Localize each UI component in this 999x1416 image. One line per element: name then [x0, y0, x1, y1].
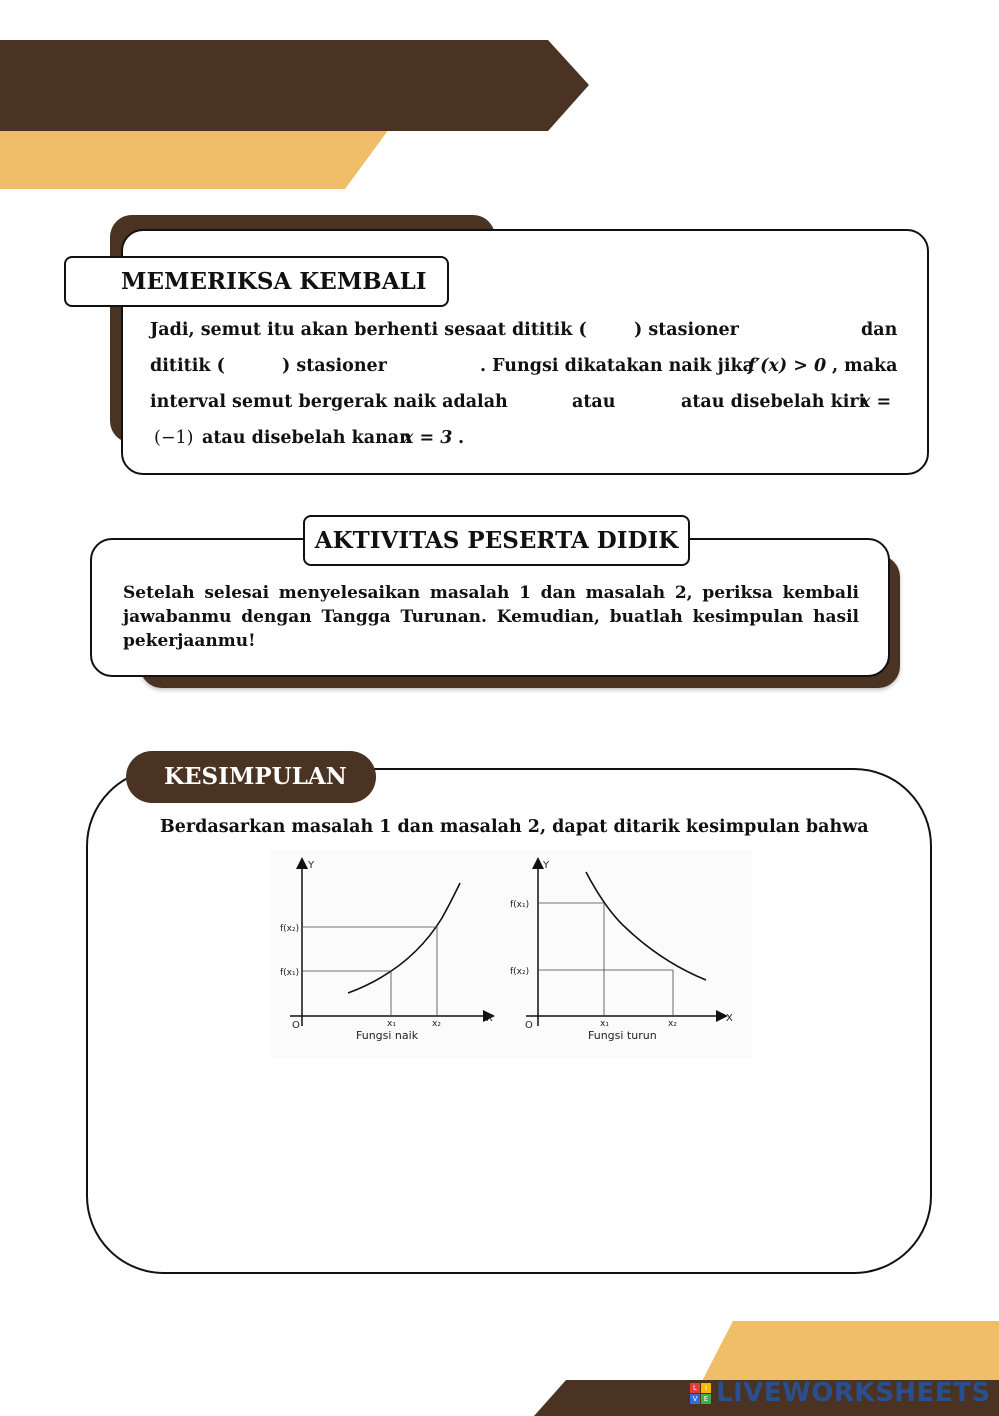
graph-naik-xtick-x2: x₂	[432, 1019, 441, 1029]
graph-naik-caption: Fungsi naik	[356, 1029, 419, 1042]
memeriksa-fprime: f′(x) > 0	[748, 356, 827, 376]
header-gold-stripe	[0, 125, 392, 189]
logo-block: L	[690, 1383, 700, 1393]
kesimpulan-text: Berdasarkan masalah 1 dan masalah 2, dapat ditarik kesimpulan bahwa	[160, 817, 869, 837]
logo-blocks	[690, 1383, 711, 1404]
graph-turun-ytick-fx1: f(x₁)	[510, 900, 530, 910]
graph-naik-ytick-fx2: f(x₂)	[280, 924, 300, 934]
graph-turun-xtick-x2: x₂	[668, 1019, 677, 1029]
memeriksa-line2-a: dititik (	[150, 356, 225, 376]
memeriksa-line3-b: atau	[572, 392, 616, 412]
graph-turun-y-label: Y	[543, 860, 550, 871]
memeriksa-neg1: (−1)	[154, 428, 194, 448]
memeriksa-title: MEMERIKSA KEMBALI	[64, 256, 449, 307]
memeriksa-x-eq: x =	[860, 392, 892, 412]
graph-naik-y-label: Y	[308, 860, 315, 871]
header-brown-arrow	[0, 40, 589, 131]
header-banner	[0, 0, 999, 200]
logo-block: I	[701, 1383, 711, 1393]
memeriksa-line4-a: atau disebelah kanan	[202, 428, 412, 448]
aktivitas-text: Setelah selesai menyelesaikan masalah 1 dan masalah 2, periksa kembali jawabanmu dengan Tangga Turunan. Kemudian, buatlah kesimpulan hasil pekerjaanmu!	[123, 583, 859, 651]
graph-turun-ytick-fx2: f(x₂)	[510, 967, 530, 977]
memeriksa-line3-a: interval semut bergerak naik adalah	[150, 392, 508, 412]
graph-turun-x-label: X	[726, 1013, 733, 1024]
graph-naik-origin: O	[292, 1020, 300, 1031]
liveworksheets-text: LIVEWORKSHEETS	[716, 1378, 991, 1408]
memeriksa-line1-a: Jadi, semut itu akan berhenti sesaat dititik (	[150, 320, 587, 340]
logo-block: V	[690, 1394, 700, 1404]
graph-naik-xtick-x1: x₁	[387, 1019, 396, 1029]
memeriksa-line1-c: dan	[861, 320, 898, 340]
aktivitas-title: AKTIVITAS PESERTA DIDIK	[303, 515, 690, 566]
graph-naik-ytick-fx1: f(x₁)	[280, 968, 300, 978]
logo-block: E	[701, 1394, 711, 1404]
memeriksa-line4-b: .	[458, 428, 465, 448]
function-graphs	[270, 850, 752, 1058]
graph-naik-x-label: X	[486, 1013, 493, 1024]
memeriksa-line1-b: ) stasioner	[634, 320, 739, 340]
memeriksa-line2-b: ) stasioner	[282, 356, 387, 376]
memeriksa-line2-c: . Fungsi dikatakan naik jika	[480, 356, 755, 376]
graph-naik-curve	[348, 883, 460, 993]
graph-turun-origin: O	[525, 1020, 533, 1031]
graph-turun-caption: Fungsi turun	[588, 1029, 657, 1042]
memeriksa-x3: x = 3	[403, 428, 453, 448]
memeriksa-line2-d: , maka	[832, 356, 898, 376]
liveworksheets-logo[interactable]	[690, 1378, 991, 1408]
graph-naik	[280, 860, 493, 1042]
graph-turun	[510, 860, 733, 1042]
memeriksa-line3-c: atau disebelah kiri	[681, 392, 866, 412]
kesimpulan-title: KESIMPULAN	[126, 751, 376, 803]
graph-turun-xtick-x1: x₁	[600, 1019, 609, 1029]
